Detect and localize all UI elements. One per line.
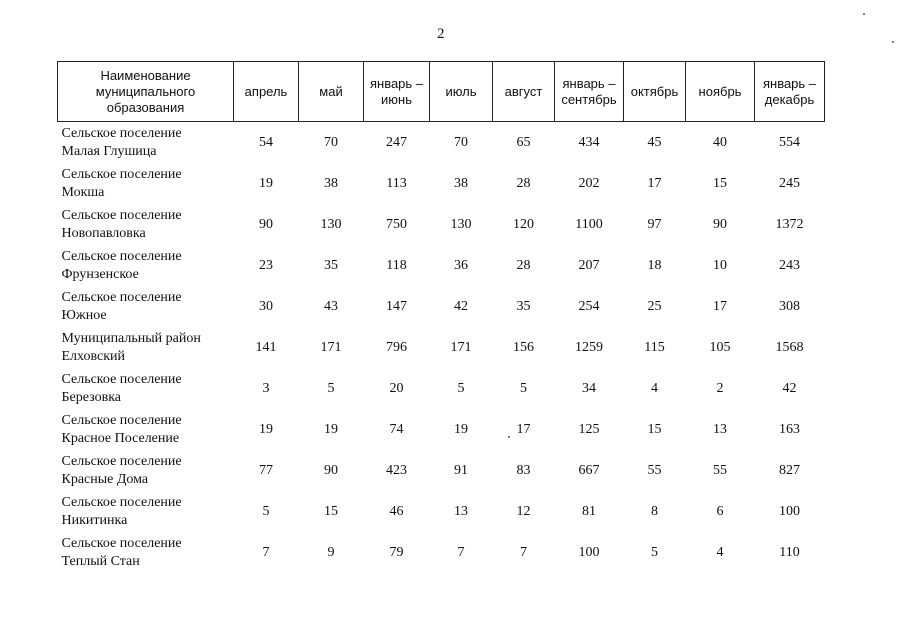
value-cell: 55 [713, 462, 727, 478]
value-cell: 1100 [575, 216, 603, 232]
value-cell: 750 [386, 216, 407, 232]
value-cell: 36 [454, 257, 468, 273]
value-cell: 125 [578, 421, 600, 437]
value-cell: 141 [255, 339, 277, 355]
header-name-column: Наименование муниципального образования [58, 62, 234, 122]
value-cell: 70 [454, 134, 468, 150]
table-row [58, 286, 825, 327]
scan-speck [892, 41, 894, 43]
value-cell: 554 [779, 134, 800, 150]
value-cell: 17 [713, 298, 727, 314]
value-cell: 1372 [775, 216, 804, 232]
value-cell: 3 [262, 380, 270, 396]
value-cell: 17 [516, 421, 531, 437]
header-column: июль [430, 62, 493, 122]
header-column: май [299, 62, 364, 122]
value-cell: 1259 [575, 339, 603, 355]
value-cell: 15 [324, 503, 338, 519]
value-cell: 5 [262, 503, 270, 519]
value-cell: 171 [320, 339, 342, 355]
row-name-cell: Сельское поселение Березовка [61, 371, 182, 405]
scan-speck [863, 13, 865, 15]
value-cell: 667 [578, 462, 600, 478]
value-cell: 30 [259, 298, 273, 314]
value-cell: 17 [647, 175, 662, 191]
value-cell: 130 [450, 216, 472, 232]
row-name-cell: Муниципальный район Елховский [61, 330, 201, 364]
row-name-cell: Сельское поселение Фрунзенское [61, 248, 182, 282]
value-cell: 25 [647, 298, 662, 314]
value-cell: 796 [386, 339, 407, 355]
value-cell: 90 [324, 462, 338, 478]
value-cell: 12 [516, 503, 531, 519]
value-cell: 34 [582, 380, 596, 396]
value-cell: 97 [647, 216, 662, 232]
table-row [58, 491, 825, 532]
value-cell: 7 [457, 544, 465, 560]
value-cell: 130 [320, 216, 342, 232]
header-column: апрель [234, 62, 299, 122]
value-cell: 45 [647, 134, 662, 150]
value-cell: 28 [516, 175, 531, 191]
value-cell: 90 [259, 216, 273, 232]
value-cell: 120 [513, 216, 534, 232]
value-cell: 827 [779, 462, 800, 478]
value-cell: 243 [779, 257, 800, 273]
table-row [58, 245, 825, 286]
value-cell: 40 [713, 134, 727, 150]
value-cell: 6 [716, 503, 724, 519]
table-row [58, 450, 825, 491]
value-cell: 10 [713, 257, 727, 273]
value-cell: 1568 [775, 339, 804, 355]
value-cell: 13 [713, 421, 727, 437]
value-cell: 42 [782, 380, 797, 396]
value-cell: 19 [259, 421, 273, 437]
value-cell: 247 [386, 134, 407, 150]
value-cell: 5 [457, 380, 465, 396]
header-row [58, 62, 825, 122]
value-cell: 207 [578, 257, 600, 273]
value-cell: 5 [651, 544, 658, 560]
value-cell: 2 [716, 380, 724, 396]
value-cell: 42 [454, 298, 468, 314]
value-cell: 19 [259, 175, 273, 191]
value-cell: 100 [779, 503, 800, 519]
value-cell: 90 [713, 216, 727, 232]
value-cell: 19 [454, 421, 468, 437]
value-cell: 55 [647, 462, 662, 478]
table-row [58, 204, 825, 245]
value-cell: 7 [262, 544, 270, 560]
value-cell: 245 [779, 175, 800, 191]
value-cell: 35 [516, 298, 531, 314]
value-cell: 15 [713, 175, 727, 191]
value-cell: 38 [324, 175, 338, 191]
value-cell: 5 [327, 380, 335, 396]
header-column: октябрь [624, 62, 686, 122]
value-cell: 70 [324, 134, 338, 150]
value-cell: 77 [259, 462, 273, 478]
table-body [58, 122, 825, 574]
value-cell: 9 [327, 544, 335, 560]
page-number: 2 [437, 26, 445, 42]
row-name-cell: Сельское поселение Красное Поселение [61, 412, 182, 446]
value-cell: 423 [386, 462, 407, 478]
value-cell: 28 [516, 257, 531, 273]
value-cell: 18 [647, 257, 662, 273]
value-cell: 434 [578, 134, 600, 150]
table-row [58, 532, 825, 573]
value-cell: 5 [520, 380, 527, 396]
row-name-cell: Сельское поселение Малая Глушица [61, 125, 182, 159]
value-cell: 8 [651, 503, 658, 519]
row-name-cell: Сельское поселение Красные Дома [61, 453, 182, 487]
row-name-cell: Сельское поселение Никитинка [61, 494, 182, 528]
value-cell: 65 [516, 134, 531, 150]
value-cell: 171 [450, 339, 472, 355]
value-cell: 79 [389, 544, 404, 560]
value-cell: 4 [651, 380, 658, 396]
value-cell: 43 [324, 298, 338, 314]
value-cell: 38 [454, 175, 468, 191]
value-cell: 81 [582, 503, 596, 519]
header-column: январь – декабрь [755, 62, 825, 122]
value-cell: 13 [454, 503, 468, 519]
value-cell: 91 [454, 462, 468, 478]
value-cell: 100 [578, 544, 600, 560]
row-name-cell: Сельское поселение Мокша [61, 166, 182, 200]
value-cell: 115 [644, 339, 665, 355]
header-column: январь – сентябрь [555, 62, 624, 122]
row-name-cell: Сельское поселение Теплый Стан [61, 535, 182, 569]
data-table [57, 61, 825, 573]
value-cell: 202 [578, 175, 600, 191]
value-cell: 113 [386, 175, 407, 191]
value-cell: 163 [779, 421, 800, 437]
value-cell: 83 [516, 462, 531, 478]
value-cell: 15 [647, 421, 662, 437]
value-cell: 46 [389, 503, 404, 519]
value-cell: 35 [324, 257, 338, 273]
value-cell: 118 [386, 257, 407, 273]
value-cell: 19 [324, 421, 338, 437]
value-cell: 4 [716, 544, 724, 560]
row-name-cell: Сельское поселение Новопавловка [61, 207, 182, 241]
value-cell: 20 [389, 380, 404, 396]
value-cell: 308 [779, 298, 800, 314]
value-cell: 7 [520, 544, 527, 560]
value-cell: 254 [578, 298, 600, 314]
row-name-cell: Сельское поселение Южное [61, 289, 182, 323]
value-cell: 74 [389, 421, 404, 437]
header-column: ноябрь [686, 62, 755, 122]
value-cell: 110 [779, 544, 800, 560]
table-row [58, 327, 825, 368]
value-cell: 23 [259, 257, 273, 273]
table-row [58, 409, 825, 450]
header-column: январь – июнь [364, 62, 430, 122]
table-row [58, 163, 825, 204]
table-row [58, 368, 825, 409]
value-cell: 105 [709, 339, 731, 355]
value-cell: 54 [259, 134, 273, 150]
value-cell: 147 [386, 298, 407, 314]
value-cell: 156 [513, 339, 534, 355]
table-row [58, 122, 825, 164]
header-column: август [493, 62, 555, 122]
